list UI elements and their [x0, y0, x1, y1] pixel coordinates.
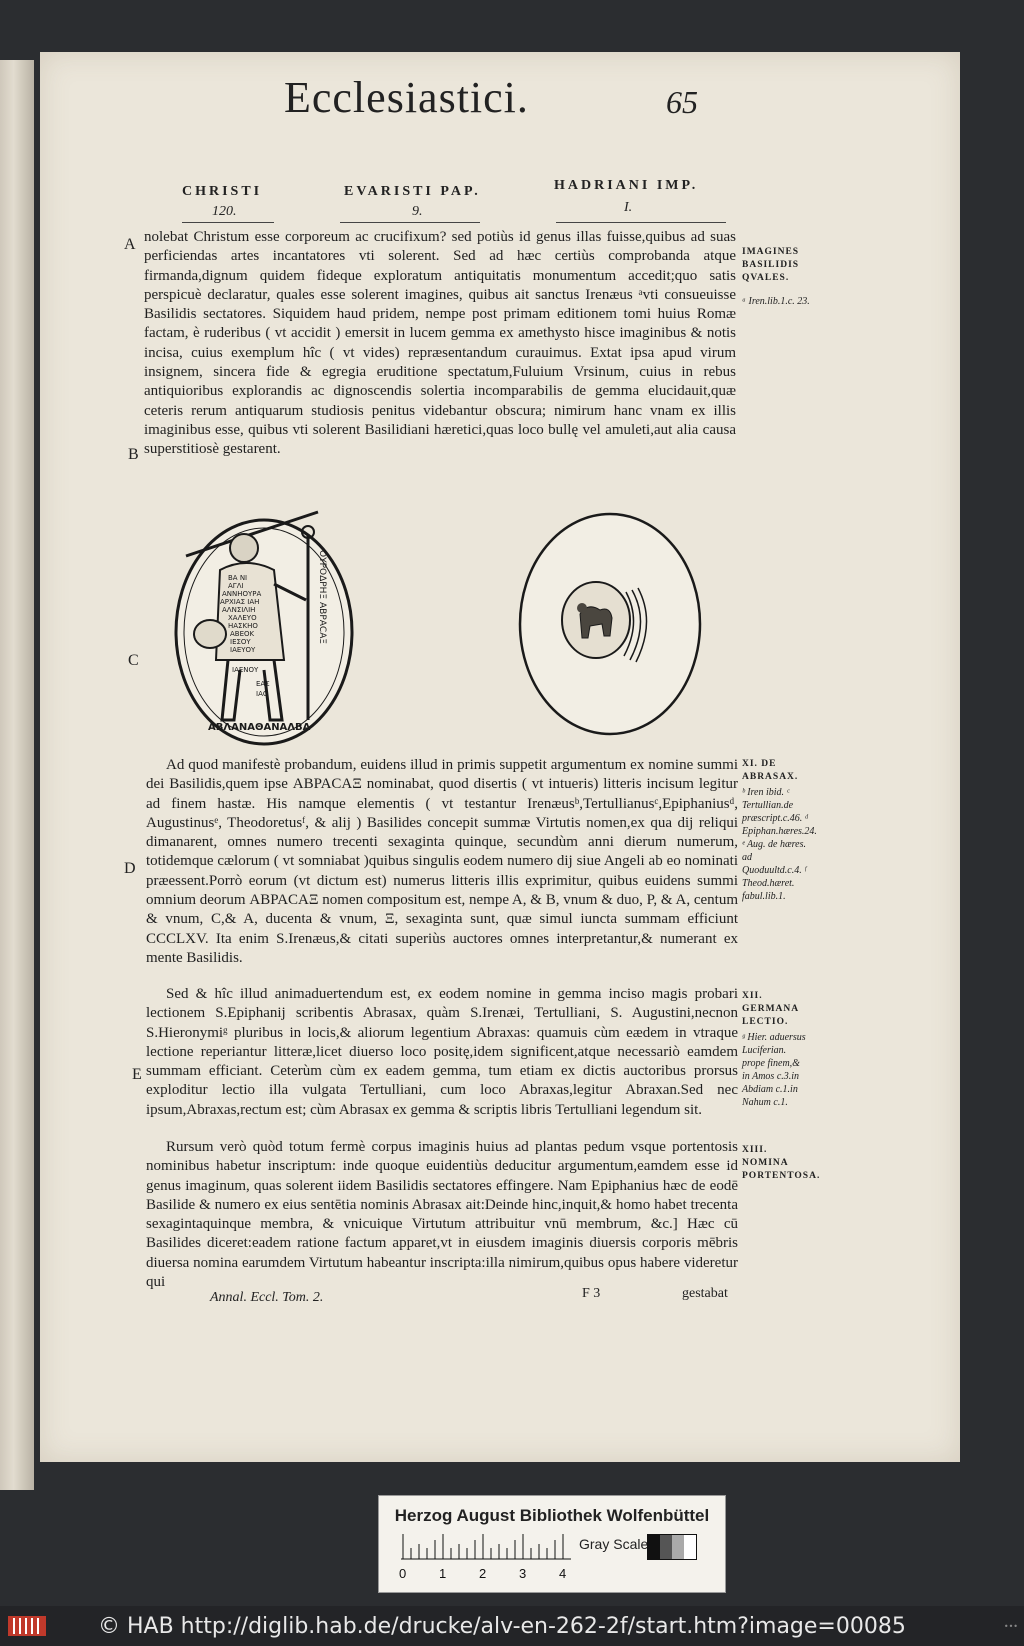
page-number: 65 — [666, 84, 698, 120]
library-name: Herzog August Bibliothek Wolfenbüttel — [394, 1506, 710, 1525]
ruler-number: 1 — [439, 1566, 447, 1581]
sidenote-title: XIII. NOMINA PORTENTOSA. — [742, 1145, 821, 1181]
running-title: Ecclesiastici. — [284, 73, 529, 122]
gem-inscription-line: ΑΡΧΙΑΣ ΙΑΗ — [220, 598, 260, 606]
gem-inscription-line: ΙΑΕΥΟΥ — [230, 646, 256, 654]
margin-letter-a: A — [124, 236, 136, 253]
gem-inscription-line: ΙΕΣΟΥ — [230, 638, 251, 646]
sidenote-reference: ᵇ Iren ibid. ᶜ Tertullian.de præscript.c.46. ᵈ Epiphan.hæres.24. ᵉ Aug. de hæres. ad Quoduultd.c.4. ᶠ Theod.hæret. fabul.lib.1. — [742, 787, 817, 902]
header-hadriani-year: I. — [624, 200, 633, 215]
margin-letter-e: E — [132, 1066, 142, 1083]
sidenote-nomina — [742, 1144, 821, 1183]
signature-mark: F 3 — [582, 1286, 601, 1301]
paragraph-germana-lectio: Sed & hîc illud animaduertendum est, ex eodem nomine in gemma inciso magis probari lectionem S.Epiphanij scribentis Abrasax, quàm S.Irenæi, Tertulliani, S. Augustini,necnon S.Hieronymiᵍ pluribus in locis,& aliorum legentium Abraxas: quamuis cùm eædem in vtraque lectione reperiantur litteræ,licet diuerso loco positę,idem significent,atque necessariò eamdem summam efficiant. Ceterùm cùm ex eadem gemma, tum etiam ex dictis auctoribus prorsus exploditur lectio illa vulgata Tertulliani, cum loco Abraxas,legitur Abraxan.Sed nec ipsum,Abraxas,rectum est; cùm Abrasax ex gemma & scriptis libris Tertulliani legendum sit. — [146, 986, 738, 1118]
paragraph-abrasax-argument: Ad quod manifestè probandum, euidens illud in primis suppetit argumentum ex nomine summi dei Basilidis,quem ipse ΑΒΡΑCΑΞ nominabat, quod disertis ( vt intueris) litteris incisum legitur ad finem hastæ. His namque elementis ( vt testantur Irenæusᵇ,Tertullianusᶜ,Epiphaniusᵈ, Augustinusᵉ, Theodoretusᶠ, & alij ) Basilides concepit summæ Virtutis nomen,ex qua dij reliqui dimanarent, omnes numero trecenti sexaginta quinque, secundùm anni dierum numerum, totidemque cælorum ( vt somniabat )quibus singulis eodem numero dij siue Angeli ab eo nominati præessent.Porrò eorum (vt dictum est) numerus litteris illis exprimitur, quibus euidens summi omnium deorum ΑΒΡΑCΑΞ nomen compositum est, nempe A, & B, vnum & duo, P, & A, centum & vnum, C,& A, ducenta & vnum, Ξ, sexaginta sunt, quæ simul iuncta summam efficiunt CCCLXV. Ita enim S.Irenæus,& citati superiùs auctores omnes interpretantur,& numerant ex mente Basilidis. — [146, 757, 738, 966]
header-christi-year: 120. — [212, 204, 237, 219]
status-bar — [0, 1606, 1024, 1646]
catchword: gestabat — [682, 1286, 728, 1301]
gem-inscription-line: ΙΑΟ — [256, 690, 269, 698]
gem-inscription-line: ΕΑΣ — [256, 680, 270, 688]
gem-inscription-line: ΑΛΝΣΙΛΙΗ — [222, 606, 256, 614]
hab-logo-icon — [6, 1612, 48, 1640]
gray-scale-swatch — [647, 1534, 697, 1560]
more-icon[interactable]: ••• — [1003, 1622, 1018, 1631]
ruler-number: 2 — [479, 1566, 487, 1581]
sidenote-germana-lectio — [742, 990, 810, 1109]
gem-bottom-inscription: ΑΒΛΑΝΑΘΑΝΑΛΒΑ — [208, 722, 311, 733]
header-christi: CHRISTI — [182, 184, 263, 199]
sidenote-title: XI. DE ABRASAX. — [742, 759, 799, 782]
gem-inscription-line: ΑΓΛΙ — [228, 582, 244, 590]
gem-inscription-line: ΑΝΝΗΟΥΡΑ — [222, 590, 262, 598]
paragraph-gem-intro: nolebat Christum esse corporeum ac crucifixum? sed potiùs id genus illas fuisse,quibus ad suas perficiendas artes incantatores vti solerent. Sed ad hæc certiùs comprobanda atque firmanda,dignum quidem fideque exploratum antiquitatis monumentum accedit;quo satis perspicuè declaratur, quales esse solerent imagines, quibus ait sanctus Irenæus ᵃvti consueuisse Basilidis sectatores. Siquidem haud pridem, nempe post primam editionem tomi huius Romæ factam, è ruderibus ( vt accidit ) emersit in lucem gemma ex amethysto hisce imaginibus & notis incisa, cuius exemplum hîc ( vt vides) repræsentandum curauimus. Extat ipsa apud virum insignem, sincera fide & egregia eruditione spectatum,Fuluium Vrsinum, cuius in rebus antiquioribus explorandis ac dignoscendis solertia incomparabilis de gemma elucidauit,quæ ceteris rerum antiquarum studiosis penitus videbantur obscura; nimirum hanc vnam ex illis imaginibus esse, quibus vti solerent Basilidiani hæretici,quas loco bullę vel amuleti,aut alia causa superstitiosè gestarent. — [144, 229, 736, 458]
ruler-number: 3 — [519, 1566, 527, 1581]
sidenote-reference: ᵍ Hier. aduersus Luciferian. prope finem,& in Amos c.3.in Abdiam c.1.in Nahum c.1. — [742, 1032, 806, 1108]
margin-letter-d: D — [124, 860, 136, 877]
ruler-number: 0 — [399, 1566, 407, 1581]
margin-letter-b: B — [128, 446, 139, 463]
gem-inscription-line: ΙΑΕΝΟΥ — [232, 666, 259, 674]
paragraph-nomina-portentosa: Rursum verò quòd totum fermè corpus imaginis huius ad plantas pedum vsque portentosis nominibus habetur inscriptum: inde quoque euidentiùs deducitur argumentum,eamdem esse id genus imaginum, quas solerent iidem Basilidis sectatores effingere. Nam Epiphanius hæc de eodē Basilide & numero ex eius sentētia nominis Abrasax ait:Deinde hinc,inquit,& homo habet trecenta sexagintaquinque membra, & vnicuique Virtutum attribuitur vnū membrum, &c.] Hæc cū Basilides diceret:eadem ratione factum apparet,vt in eiusdem imaginis diuersis corporis mēbris diuersa nomina earumdem Virtutum habeantur inscripta:illa nimirum,quibus opus habere videretur qui — [146, 1139, 738, 1291]
header-evaristi-year: 9. — [412, 204, 423, 219]
sidenote-imagines — [742, 246, 810, 308]
sidenote-title: IMAGINES BASILIDIS QVALES. — [742, 247, 800, 283]
margin-letter-c: C — [128, 652, 139, 669]
ruler-number: 4 — [559, 1566, 567, 1581]
gem-staff-inscription: ΟΥΡΟΔΡΗΞ ΑΒΡΑCΑΞ — [317, 550, 327, 645]
ruler-icon — [401, 1534, 571, 1560]
sidenote-title: XII. GERMANA LECTIO. — [742, 991, 799, 1027]
header-evaristi: EVARISTI PAP. — [344, 184, 481, 199]
header-hadriani: HADRIANI IMP. — [554, 178, 699, 193]
gem-inscription-line: ΧΑΛΕΥΟ — [228, 614, 257, 622]
header-rule — [340, 222, 480, 223]
sidenote-abrasax — [742, 758, 817, 903]
gem-figure-right — [514, 510, 706, 738]
color-scale-card — [378, 1495, 726, 1593]
footer-title: Annal. Eccl. Tom. 2. — [210, 1290, 324, 1305]
gem-figure-left — [168, 510, 368, 750]
header-rule — [182, 222, 274, 223]
gray-scale-label: Gray Scale — [579, 1536, 649, 1552]
adjacent-page-edge — [0, 60, 34, 1490]
sidenote-reference: ᵃ Iren.lib.1.c. 23. — [742, 296, 810, 307]
header-rule — [556, 222, 726, 223]
gem-inscription-line: ΗΑΣΚΗΟ — [228, 622, 258, 630]
gem-inscription-line: ΑΒΕΟΚ — [230, 630, 255, 638]
gem-inscription-line: ΒΑ ΝΙ — [228, 574, 248, 582]
source-url[interactable]: © HAB http://diglib.hab.de/drucke/alv-en-262-2f/start.htm?image=00085 — [98, 1614, 906, 1639]
